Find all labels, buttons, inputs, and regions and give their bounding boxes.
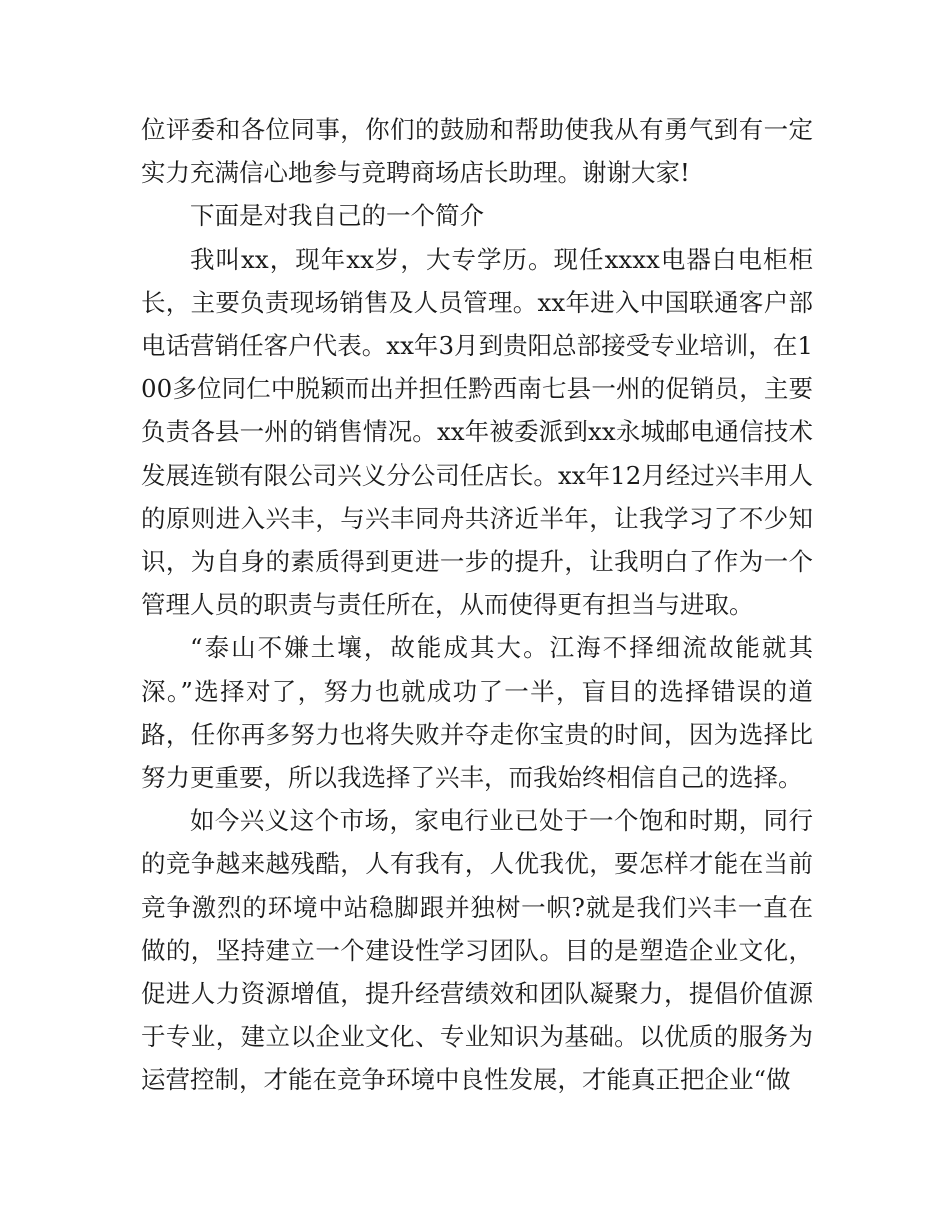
paragraph-self-introduction: 我叫xx，现年xx岁，大专学历。现任xxxx电器白电柜柜长，主要负责现场销售及人员管理。xx年进入中国联通客户部电话营销任客户代表。xx年3月到贵阳总部接受专业培训，在100多位同仁中脱颖而出并担任黔西南七县一州的促销员，主要负责各县一州的销售情况。xx年被委派到xx永城邮电通信技术发展连锁有限公司兴义分公司任店长。xx年12月经过兴丰用人的原则进入兴丰，与兴丰同舟共济近半年，让我学习了不少知识，为自身的素质得到更进一步的提升，让我明白了作为一个管理人员的职责与责任所在，从而使得更有担当与进取。 [141, 244, 813, 620]
paragraph-continuation: 位评委和各位同事，你们的鼓励和帮助使我从有勇气到有一定实力充满信心地参与竞聘商场店长助理。谢谢大家! [141, 115, 813, 188]
body-text [141, 108, 813, 1102]
paragraph-market-analysis: 如今兴义这个市场，家电行业已处于一个饱和时期，同行的竞争越来越残酷，人有我有，人优我优，要怎样才能在当前竞争激烈的环境中站稳脚跟并独树一帜?就是我们兴丰一直在做的，坚持建立一个建设性学习团队。目的是塑造企业文化，促进人力资源增值，提升经营绩效和团队凝聚力，提倡价值源于专业，建立以企业文化、专业知识为基础。以优质的服务为运营控制，才能在竞争环境中良性发展，才能真正把企业“做 [141, 806, 813, 1095]
paragraph-intro-heading: 下面是对我自己的一个简介 [190, 201, 484, 231]
paragraph-choice-quote: “泰山不嫌土壤，故能成其大。江海不择细流故能就其深。”选择对了，努力也就成功了一半，盲目的选择错误的道路，任你再多努力也将失败并夺走你宝贵的时间，因为选择比努力更重要，所以我选择了兴丰，而我始终相信自己的选择。 [141, 633, 813, 793]
